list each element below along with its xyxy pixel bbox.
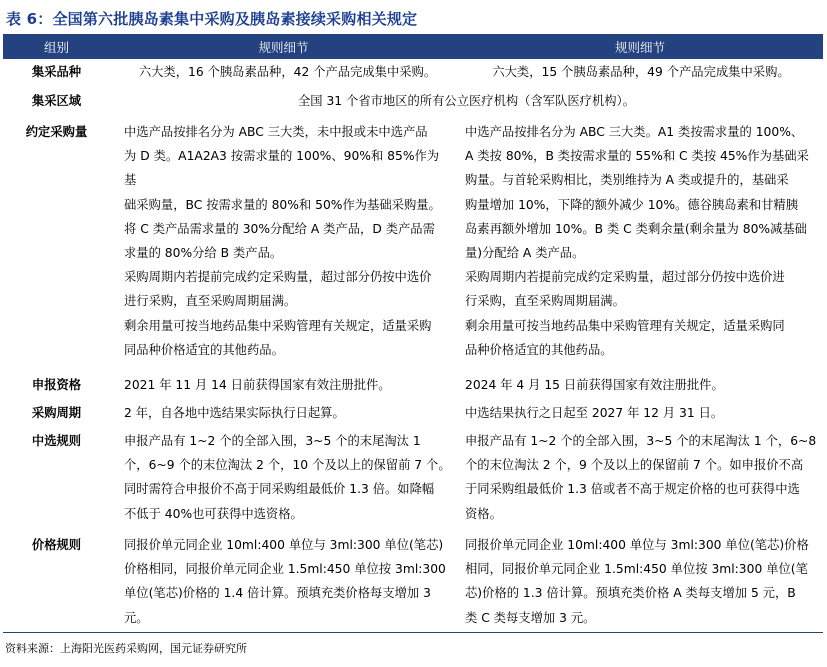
cell-line: 相同，同报价单元同企业 1.5ml:450 单位按 3ml:300 单位(笔 (465, 562, 808, 577)
row-label: 集采品种 (31, 64, 82, 79)
cell-line: 进行采购，直至采购周期届满。 (124, 294, 297, 309)
cell-line: 将 C 类产品需求量的 30%分配给 A 类产品，D 类产品需 (124, 221, 435, 236)
source-note: 资料来源：上海阳光医药采购网，国元证券研究所 (5, 642, 247, 655)
cell-left: 2021 年 11 月 14 日前获得国家有效注册批件。 (124, 377, 391, 392)
cell-line: 为 D 类。A1A2A3 按需求量的 100%、90%和 85%作为基 (124, 149, 440, 188)
cell-line: 价格相同，同报价单元同企业 1.5ml:450 单位按 3ml:300 (124, 562, 446, 577)
rules-table (3, 34, 823, 633)
cell-line: 采购周期内若提前完成约定采购量，超过部分仍按中选价进 (465, 270, 785, 285)
cell-line: 量)分配给 A 类产品。 (465, 246, 585, 261)
cell-line: 申报产品有 1~2 个的全部入围，3~5 个的末尾淘汰 1 个，6~8 (465, 434, 817, 448)
header-rule-detail-1: 规则细节 (258, 39, 309, 55)
cell-right (457, 533, 823, 632)
cell-line: 剩余用量可按当地药品集中采购管理有关规定，适量采购 (124, 318, 432, 333)
row-label: 中选规则 (31, 434, 82, 448)
table-row (3, 427, 823, 533)
cell-right (457, 120, 823, 371)
cell-line: 芯)价格的 1.3 倍计算。预填充类价格 A 类每支增加 5 元，B (465, 586, 796, 601)
cell-right: 中选结果执行之日起至 2027 年 12 月 31 日。 (465, 405, 724, 420)
cell-line: 元。 (124, 610, 149, 625)
table-row (3, 85, 823, 117)
cell-line: 单位(笔芯)价格的 1.4 倍计算。预填充类价格每支增加 3 (124, 586, 431, 601)
row-label: 价格规则 (31, 538, 82, 552)
cell-left (110, 429, 457, 533)
table-row (3, 399, 823, 427)
cell-line: 于同采购组最低价 1.3 倍或者不高于规定价格的也可获得中选 (465, 482, 800, 497)
cell-line: 个，6~9 个的末位淘汰 2 个，10 个及以上的保留前 7 个。 (124, 458, 451, 473)
cell-line: 不低于 40%也可获得中选资格。 (124, 506, 303, 521)
cell-line: 个的末位淘汰 2 个，9 个及以上的保留前 7 个。如申报价不高 (465, 458, 804, 473)
cell-right: 2024 年 4 月 15 日前获得国家有效注册批件。 (465, 377, 724, 392)
cell-line: 岛素再额外增加 10%。B 类 C 类剩余量(剩余量为 80%减基础 (465, 221, 807, 236)
table-row (3, 59, 823, 85)
row-label: 集采区域 (31, 93, 82, 108)
cell-merged: 全国 31 个省市地区的所有公立医疗机构（含军队医疗机构）。 (297, 93, 636, 108)
cell-right (457, 429, 823, 533)
cell-left: 六大类，16 个胰岛素品种，42 个产品完成集中采购。 (138, 64, 437, 79)
cell-line: 购量增加 10%，下降的额外减少 10%。德谷胰岛素和甘精胰 (465, 197, 799, 212)
header-rule-detail-2: 规则细节 (614, 39, 665, 55)
cell-line: 同品种价格适宜的其他药品。 (124, 342, 284, 357)
cell-left (110, 533, 457, 632)
cell-line: 品种价格适宜的其他药品。 (465, 342, 613, 357)
header-group: 组别 (43, 39, 69, 55)
table-title: 表 6：全国第六批胰岛素集中采购及胰岛素接续采购相关规定 (6, 10, 418, 28)
cell-line: A 类按 80%，B 类按需求量的 55%和 C 类按 45%作为基础采 (465, 149, 809, 164)
row-label: 采购周期 (31, 405, 82, 420)
cell-line: 同报价单元同企业 10ml:400 单位与 3ml:300 单位(笔芯)价格 (465, 538, 809, 552)
cell-line: 同时需符合申报价不高于同采购组最低价 1.3 倍。如降幅 (124, 482, 435, 497)
cell-line: 行采购，直至采购周期届满。 (465, 294, 625, 309)
cell-line: 申报产品有 1~2 个的全部入围，3~5 个的末尾淘汰 1 (124, 434, 421, 448)
cell-line: 剩余用量可按当地药品集中采购管理有关规定，适量采购同 (465, 318, 785, 333)
cell-line: 中选产品按排名分为 ABC 三大类，未中报或未中选产品 (124, 125, 428, 139)
table-row (3, 117, 823, 371)
cell-line: 类 C 类每支增加 3 元。 (465, 610, 596, 625)
cell-line: 求量的 80%分给 B 类产品。 (124, 246, 283, 261)
cell-line: 购量。与首轮采购相比，类别维持为 A 类或提升的，基础采 (465, 173, 789, 188)
cell-right: 六大类，15 个胰岛素品种，49 个产品完成集中采购。 (492, 64, 790, 79)
row-label: 约定采购量 (25, 125, 88, 139)
table-row (3, 533, 823, 633)
table-header (3, 34, 823, 59)
cell-left (110, 120, 457, 371)
cell-left: 2 年，自各地中选结果实际执行日起算。 (124, 405, 345, 420)
cell-line: 础采购量，BC 按需求量的 80%和 50%作为基础采购量。 (124, 197, 441, 212)
cell-line: 中选产品按排名分为 ABC 三大类。A1 类按需求量的 100%、 (465, 125, 804, 139)
row-label: 申报资格 (31, 377, 82, 392)
cell-line: 采购周期内若提前完成约定采购量，超过部分仍按中选价 (124, 270, 432, 285)
table-row (3, 371, 823, 399)
cell-line: 资格。 (465, 506, 502, 521)
cell-line: 同报价单元同企业 10ml:400 单位与 3ml:300 单位(笔芯) (124, 538, 444, 552)
